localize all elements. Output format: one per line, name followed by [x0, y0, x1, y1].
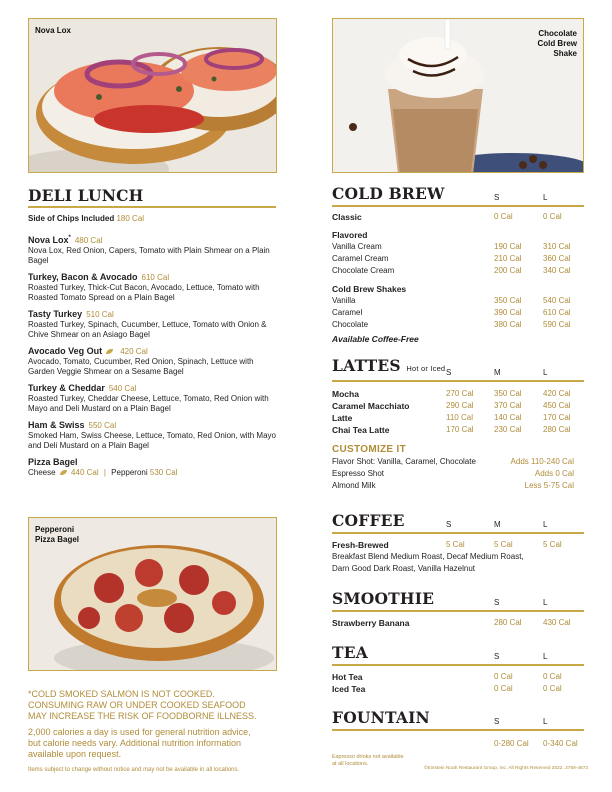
latte-name: Latte — [332, 412, 353, 423]
lattes-title — [332, 357, 445, 378]
customize-cal: Adds 110-240 Cal — [510, 456, 574, 466]
menu-row-name: Vanilla — [332, 295, 356, 305]
smoothie-header — [332, 590, 584, 610]
deli-item-cal: 510 Cal — [86, 309, 114, 319]
cold-brew-classic-row — [332, 211, 584, 223]
coffee-roasts-line-1: Breakfast Blend Medium Roast, Decaf Medium Roast, — [332, 551, 524, 561]
deli-item — [28, 233, 276, 266]
deli-item-cal: 480 Cal — [74, 235, 103, 245]
deli-item-title: Nova Lox — [28, 234, 69, 245]
deli-item — [28, 346, 276, 377]
customize-name: Flavor Shot: Vanilla, Caramel, Chocolate — [332, 456, 476, 466]
latte-row — [332, 424, 584, 436]
menu-row-s-cal: 390 Cal — [494, 307, 522, 317]
menu-row-s-cal: 380 Cal — [494, 319, 522, 329]
salmon-line-1: *COLD SMOKED SALMON IS NOT COOKED. — [28, 689, 215, 699]
customize-cal: Less 5-75 Cal — [524, 480, 574, 490]
espresso-note-line-2: at all locations. — [332, 761, 369, 767]
menu-row — [332, 319, 584, 331]
deli-lunch-title: DELI LUNCH — [28, 186, 144, 205]
fresh-brewed-row — [332, 539, 584, 551]
latte-name: Caramel Macchiato — [332, 400, 410, 411]
lattes-section — [332, 356, 584, 492]
fresh-brewed-m-cal: 5 Cal — [494, 539, 513, 549]
coffee-title: COFFEE — [332, 511, 405, 530]
calorie-disclaimer — [28, 727, 288, 760]
deli-item-name — [28, 272, 276, 283]
fresh-brewed-name: Fresh-Brewed — [332, 539, 389, 550]
pizza-cheese-label: Cheese — [28, 467, 56, 477]
calorie-line-3: available upon request. — [28, 749, 122, 759]
espresso-note — [332, 754, 404, 768]
deli-item-cal: 420 Cal — [120, 346, 148, 356]
menu-row-name: Hot Tea — [332, 671, 363, 682]
coffee-rule — [332, 532, 584, 534]
latte-row — [332, 412, 584, 424]
tea-title: TEA — [332, 643, 368, 662]
latte-s-cal: 110 Cal — [446, 412, 473, 422]
lattes-title-text: LATTES — [332, 356, 401, 375]
latte-row — [332, 388, 584, 400]
lattes-header — [332, 356, 584, 380]
coffee-size-s: S — [446, 520, 452, 529]
fountain-size-s: S — [494, 717, 500, 726]
customize-name: Espresso Shot — [332, 468, 385, 478]
menu-row-name: Iced Tea — [332, 683, 366, 694]
pizza-cheese-cal: 440 Cal — [71, 467, 99, 477]
strawberry-banana-row — [332, 617, 584, 629]
pizza-pepperoni-label: Pepperoni — [111, 467, 148, 477]
salmon-disclaimer — [28, 689, 288, 722]
latte-m-cal: 230 Cal — [494, 424, 522, 434]
latte-l-cal: 170 Cal — [543, 412, 571, 422]
fountain-rule — [332, 729, 584, 731]
pepperoni-pizza-photo — [28, 517, 277, 671]
customize-row — [332, 456, 584, 468]
customize-list — [332, 456, 584, 492]
chips-cal: 180 Cal — [116, 213, 145, 223]
menu-row-l-cal: 590 Cal — [543, 319, 571, 329]
espresso-note-line-1: Espresso drinks not available — [332, 754, 404, 760]
menu-row-l-cal: 610 Cal — [543, 307, 571, 317]
menu-row-name: Chocolate Cream — [332, 265, 395, 275]
nova-lox-caption: Nova Lox — [35, 26, 72, 35]
deli-item — [28, 383, 276, 414]
cold-brew-size-s: S — [494, 193, 500, 202]
menu-row — [332, 307, 584, 319]
menu-row-s-cal: 0 Cal — [494, 683, 513, 693]
latte-m-cal: 350 Cal — [494, 388, 522, 398]
deli-item-desc: Avocado, Tomato, Cucumber, Red Onion, Spinach, Lettuce with Garden Veggie Shmear on a Sesame Bagel — [28, 356, 254, 376]
menu-row-name: Vanilla Cream — [332, 241, 382, 251]
deli-item-name — [28, 309, 276, 320]
cold-brew-size-l: L — [543, 193, 548, 202]
chips-label: Side of Chips Included — [28, 213, 115, 223]
pizza-bagel-item — [28, 457, 276, 478]
classic-s-cal: 0 Cal — [494, 211, 513, 221]
latte-name: Mocha — [332, 388, 359, 399]
deli-item-cal: 540 Cal — [108, 383, 137, 393]
latte-row — [332, 400, 584, 412]
tea-size-l: L — [543, 652, 548, 661]
latte-s-cal: 170 Cal — [446, 424, 474, 434]
flavored-label: Flavored — [332, 229, 368, 240]
latte-m-cal: 140 Cal — [494, 412, 522, 422]
shake-caption-line-2: Cold Brew — [537, 39, 577, 48]
calorie-line-2: but calorie needs vary. Additional nutrition information — [28, 738, 241, 748]
fountain-s-cal: 0-280 Cal — [494, 738, 529, 748]
pizza-bagel-name: Pizza Bagel — [28, 456, 78, 467]
pizza-bagel-options — [28, 468, 276, 478]
latte-m-cal: 370 Cal — [494, 400, 522, 410]
fountain-l-cal: 0-340 Cal — [543, 738, 578, 748]
menu-row — [332, 671, 584, 683]
deli-item-name — [28, 420, 276, 431]
fountain-row — [332, 738, 584, 750]
menu-row-name: Caramel — [332, 307, 363, 317]
lattes-size-l: L — [543, 368, 548, 377]
shakes-list — [332, 295, 584, 331]
shakes-label: Cold Brew Shakes — [332, 283, 407, 294]
deli-item-title: Ham & Swiss — [28, 419, 85, 430]
tea-header — [332, 644, 584, 664]
fountain-size-l: L — [543, 717, 548, 726]
pizza-caption-line-2: Pizza Bagel — [35, 535, 80, 544]
smoothie-size-l: L — [543, 598, 548, 607]
menu-row-l-cal: 0 Cal — [543, 671, 562, 681]
deli-item-desc: Roasted Turkey, Cheddar Cheese, Lettuce, Tomato, Red Onion with Mayo and Deli Mustard on a Plain Bagel — [28, 393, 269, 413]
lattes-size-s: S — [446, 368, 452, 377]
calorie-line-1: 2,000 calories a day is used for general nutrition advice, — [28, 727, 251, 737]
coffee-roasts — [332, 551, 584, 575]
menu-row-s-cal: 210 Cal — [494, 253, 522, 263]
deli-item-title: Turkey, Bacon & Avocado — [28, 271, 138, 282]
veg-leaf-icon — [106, 349, 113, 354]
coffee-size-l: L — [543, 520, 548, 529]
strawberry-banana-l-cal: 430 Cal — [543, 617, 571, 627]
chips-note — [28, 214, 276, 224]
deli-item-name — [28, 383, 276, 394]
tea-rule — [332, 664, 584, 666]
latte-s-cal: 290 Cal — [446, 400, 474, 410]
deli-lunch-section — [28, 187, 276, 484]
lattes-subtitle: Hot or Iced — [406, 364, 446, 373]
menu-row-l-cal: 0 Cal — [543, 683, 562, 693]
salmon-line-3: MAY INCREASE THE RISK OF FOODBORNE ILLNESS. — [28, 711, 257, 721]
raw-warning-mark: * — [68, 234, 71, 241]
deli-item-desc: Roasted Turkey, Thick-Cut Bacon, Avocado, Lettuce, Tomato with Roasted Tomato Spread on a Plain Bagel — [28, 282, 260, 302]
lattes-size-m: M — [494, 368, 501, 377]
smoothie-title: SMOOTHIE — [332, 589, 435, 608]
deli-item-desc: Roasted Turkey, Spinach, Cucumber, Lettuce, Tomato with Onion & Chive Shmear on an Asiago Bagel — [28, 319, 267, 339]
nova-lox-bagel-image — [29, 19, 277, 173]
tea-list — [332, 671, 584, 695]
deli-item-list — [28, 233, 276, 451]
deli-item-title: Tasty Turkey — [28, 308, 83, 319]
cold-brew-rule — [332, 205, 584, 207]
cold-brew-header — [332, 185, 584, 205]
deli-item-name — [28, 346, 276, 357]
coffee-free-note: Available Coffee-Free — [332, 333, 419, 344]
menu-row-s-cal: 350 Cal — [494, 295, 522, 305]
menu-row — [332, 295, 584, 307]
deli-item-cal: 610 Cal — [141, 272, 170, 282]
deli-lunch-rule — [28, 206, 276, 208]
classic-name: Classic — [332, 211, 362, 222]
menu-row — [332, 265, 584, 277]
latte-l-cal: 420 Cal — [543, 388, 571, 398]
fresh-brewed-l-cal: 5 Cal — [543, 539, 562, 549]
fresh-brewed-s-cal: 5 Cal — [446, 539, 465, 549]
menu-row-l-cal: 340 Cal — [543, 265, 571, 275]
menu-row-l-cal: 540 Cal — [543, 295, 571, 305]
copyright: ©Einstein Noah Restaurant Group, Inc. All Rights Reserved 2022. 2769-4873 — [424, 766, 589, 771]
strawberry-banana-s-cal: 280 Cal — [494, 617, 522, 627]
cold-brew-shake-photo — [332, 18, 584, 173]
tea-size-s: S — [494, 652, 500, 661]
pizza-separator: | — [103, 467, 106, 477]
customize-cal: Adds 0 Cal — [534, 468, 574, 478]
coffee-size-m: M — [494, 520, 501, 529]
deli-item — [28, 420, 276, 451]
deli-item-desc: Nova Lox, Red Onion, Capers, Tomato with Plain Shmear on a Plain Bagel — [28, 245, 270, 265]
menu-row-s-cal: 190 Cal — [494, 241, 522, 251]
fountain-title: FOUNTAIN — [332, 708, 430, 727]
pizza-pepperoni-cal: 530 Cal — [149, 467, 178, 477]
deli-item-title: Avocado Veg Out — [28, 345, 103, 356]
deli-item — [28, 272, 276, 303]
menu-row-s-cal: 0 Cal — [494, 671, 513, 681]
menu-row-l-cal: 360 Cal — [543, 253, 571, 263]
menu-row-name: Chocolate — [332, 319, 369, 329]
pizza-caption — [35, 525, 79, 545]
shake-caption — [537, 29, 577, 59]
flavored-list — [332, 241, 584, 277]
lattes-rule — [332, 380, 584, 382]
veg-leaf-icon — [60, 470, 67, 475]
shake-caption-line-1: Chocolate — [538, 29, 577, 38]
cold-brew-title: COLD BREW — [332, 184, 445, 203]
subject-to-change-note: Items subject to change without notice and may not be available in all locations. — [28, 767, 240, 773]
customize-row — [332, 468, 584, 480]
customize-name: Almond Milk — [332, 480, 376, 490]
coffee-section — [332, 512, 584, 575]
menu-row-l-cal: 310 Cal — [543, 241, 571, 251]
deli-item-title: Turkey & Cheddar — [28, 382, 105, 393]
latte-l-cal: 280 Cal — [543, 424, 571, 434]
strawberry-banana-name: Strawberry Banana — [332, 617, 410, 628]
salmon-line-2: CONSUMING RAW OR UNDER COOKED SEAFOOD — [28, 700, 246, 710]
fountain-header — [332, 709, 584, 729]
cold-brew-section — [332, 185, 584, 345]
smoothie-size-s: S — [494, 598, 500, 607]
shake-caption-line-3: Shake — [553, 49, 577, 58]
deli-item-cal: 550 Cal — [88, 420, 117, 430]
deli-item — [28, 309, 276, 340]
customize-title: CUSTOMIZE IT — [332, 443, 406, 455]
customize-row — [332, 480, 584, 492]
menu-row — [332, 683, 584, 695]
coffee-roasts-line-2: Darn Good Dark Roast, Vanilla Hazelnut — [332, 563, 476, 573]
menu-row — [332, 241, 584, 253]
tea-section — [332, 644, 584, 695]
lattes-list — [332, 388, 584, 436]
fountain-section — [332, 709, 584, 750]
deli-item-name — [28, 233, 276, 246]
classic-l-cal: 0 Cal — [543, 211, 562, 221]
latte-s-cal: 270 Cal — [446, 388, 474, 398]
latte-name: Chai Tea Latte — [332, 424, 390, 435]
menu-row — [332, 253, 584, 265]
coffee-header — [332, 512, 584, 532]
nova-lox-photo — [28, 18, 277, 173]
menu-row-name: Caramel Cream — [332, 253, 389, 263]
smoothie-section — [332, 590, 584, 629]
latte-l-cal: 450 Cal — [543, 400, 571, 410]
pizza-caption-line-1: Pepperoni — [35, 525, 75, 534]
menu-row-s-cal: 200 Cal — [494, 265, 522, 275]
smoothie-rule — [332, 610, 584, 612]
deli-item-desc: Smoked Ham, Swiss Cheese, Lettuce, Tomato, Red Onion, with Mayo and Deli Mustard on a Plain Bagel — [28, 430, 276, 450]
